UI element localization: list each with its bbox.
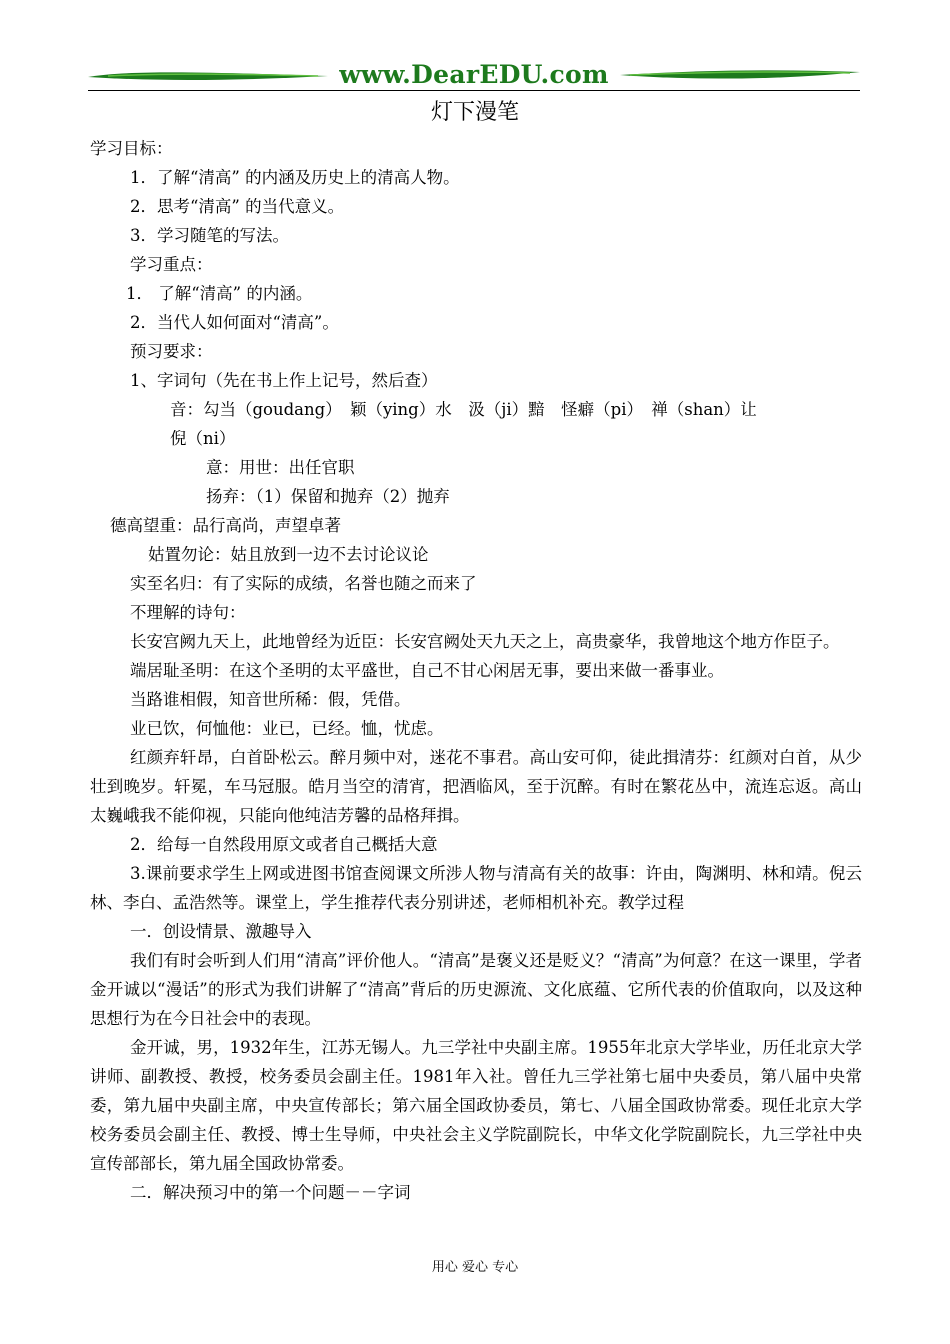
document-body bbox=[90, 134, 862, 1207]
meaning-line: 姑置勿论：姑且放到一边不去讨论议论 bbox=[148, 545, 429, 564]
poem-explanation: 端居耻圣明：在这个圣明的太平盛世，自己不甘心闲居无事，要出来做一番事业。 bbox=[130, 661, 724, 680]
key-point-item: 2．当代人如何面对“清高”。 bbox=[130, 313, 339, 332]
green-brush-stroke-right bbox=[620, 66, 860, 84]
header-rule bbox=[88, 90, 860, 91]
author-bio-paragraph: 金开诚，男，1932年生，江苏无锡人。九三学社中央副主席。1955年北京大学毕业，历任北京大学讲师、副教授、教授，校务委员会副主任。1981年入社。曾任九三学社第七届中央委员，第八届中央常委，第九届中央副主席，中央宣传部长；第六届全国政协委员，第七、八届全国政协常委。现任北京大学校务委员会副主任、教授、博士生导师，中央社会主义学院副院长，中华文化学院副院长，九三学社中央宣传部部长，第九届全国政协常委。 bbox=[90, 1038, 862, 1173]
key-point-item: 1． 了解“清高” 的内涵。 bbox=[126, 284, 313, 303]
heading-preview-requirements: 预习要求： bbox=[130, 342, 213, 361]
paragraph: 我们有时会听到人们用“清高”评价他人。“清高”是褒义还是贬义？“清高”为何意？在这一课里，学者金开诚以“漫话”的形式为我们讲解了“清高”背后的历史源流、文化底蕴、它所代表的价值取向，以及这种思想行为在今日社会中的表现。 bbox=[90, 951, 862, 1028]
poem-explanation: 红颜弃轩昂，白首卧松云。醉月频中对，迷花不事君。高山安可仰，徒此揖清芬：红颜对白首，从少壮到晚岁。轩冕，车马冠服。皓月当空的清宵，把酒临风，至于沉醉。有时在繁花丛中，流连忘返。高山太巍峨我不能仰视，只能向他纯洁芳馨的品格拜揖。 bbox=[90, 748, 862, 825]
section-heading: 二．解决预习中的第一个问题－－字词 bbox=[130, 1183, 411, 1202]
heading-learning-goals: 学习目标： bbox=[90, 139, 173, 158]
document-title: 灯下漫笔 bbox=[430, 100, 519, 125]
preview-item: 1、字词句（先在书上作上记号，然后查） bbox=[130, 371, 438, 390]
heading-key-points: 学习重点： bbox=[130, 255, 213, 274]
preview-item: 2．给每一自然段用原文或者自己概括大意 bbox=[130, 835, 438, 854]
section-heading: 一．创设情景、激趣导入 bbox=[130, 922, 312, 941]
poem-explanation: 业已饮，何恤他：业已，已经。恤，忧虑。 bbox=[130, 719, 444, 738]
poem-explanation: 长安宫阙九天上，此地曾经为近臣：长安宫阙处天九天之上，高贵豪华，我曾地这个地方作臣子。 bbox=[130, 632, 840, 651]
pronunciation-line: 音：勾当（goudang） 颖（ying）水 汲（ji）黯 怪癖（pi） 禅（shan）让 bbox=[170, 400, 757, 419]
heading-poem-lines: 不理解的诗句： bbox=[130, 603, 246, 622]
poem-explanation: 当路谁相假，知音世所稀：假，凭借。 bbox=[130, 690, 411, 709]
pronunciation-line: 倪（ni） bbox=[170, 429, 236, 448]
goal-item: 3．学习随笔的写法。 bbox=[130, 226, 289, 245]
goal-item: 1．了解“清高” 的内涵及历史上的清高人物。 bbox=[130, 168, 460, 187]
site-logo-text[interactable]: www.DearEDU.com bbox=[339, 60, 609, 89]
meaning-line: 实至名归：有了实际的成绩，名誉也随之而来了 bbox=[130, 574, 477, 593]
goal-item: 2．思考“清高” 的当代意义。 bbox=[130, 197, 345, 216]
page-footer: 用心 爱心 专心 bbox=[431, 1260, 519, 1275]
meaning-line: 德高望重：品行高尚，声望卓著 bbox=[110, 516, 341, 535]
meaning-line: 扬弃：（1）保留和抛弃（2）抛弃 bbox=[206, 487, 450, 506]
meaning-line: 意：用世：出任官职 bbox=[206, 458, 355, 477]
preview-item: 3.课前要求学生上网或进图书馆查阅课文所涉人物与清高有关的故事：许由，陶渊明、林和靖。倪云林、李白、孟浩然等。课堂上，学生推荐代表分别讲述，老师相机补充。教学过程 bbox=[90, 864, 862, 912]
